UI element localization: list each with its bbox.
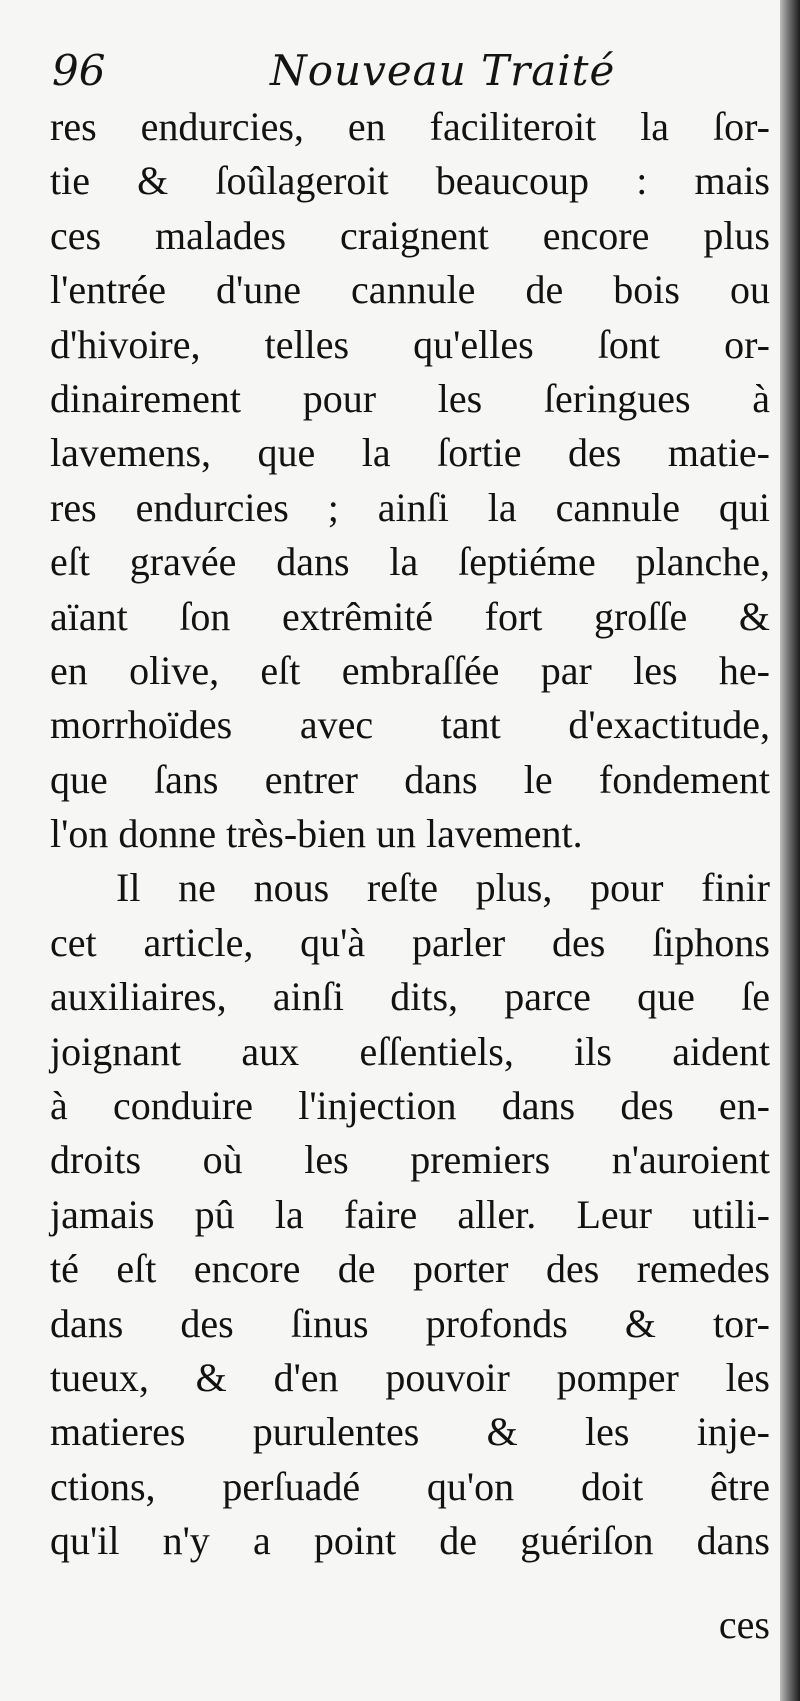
text-line: matieres purulentes & les inje- [50,1409,770,1455]
text-line: Il ne nous reſte plus, pour finir [116,865,770,911]
text-line: à conduire l'injection dans des en- [50,1083,770,1129]
page-header [0,40,780,100]
book-binding-edge [780,0,800,1701]
text-line: l'on donne très-bien un lavement. [50,811,583,857]
text-line: l'entrée d'une cannule de bois ou [50,267,770,313]
text-line: qu'il n'y a point de guériſon dans [50,1518,770,1564]
text-line: res endurcies ; ainſi la cannule qui [50,484,770,530]
text-line: jamais pû la faire aller. Leur utili- [50,1191,770,1237]
text-line: res endurcies, en faciliteroit la ſor- [50,104,770,149]
text-line: aïant ſon extrêmité fort groſſe & [50,593,770,639]
body-text [50,100,770,1569]
text-line: auxiliaires, ainſi dits, parce que ſe [50,974,770,1020]
text-line: ces malades craignent encore plus [50,212,770,258]
text-line: morrhoïdes avec tant d'exactitude, [50,702,770,748]
text-line: cet article, qu'à parler des ſiphons [50,919,770,965]
text-line: té eſt encore de porter des remedes [50,1246,770,1292]
text-line: lavemens, que la ſortie des matie- [50,430,770,476]
running-title: Nouveau Traité [270,46,616,95]
page-number: 96 [52,46,106,95]
text-line: tueux, & d'en pouvoir pomper les [50,1354,770,1400]
text-line: droits où les premiers n'auroient [50,1137,770,1183]
catchword-row [50,1598,770,1652]
text-line: tie & ſoûlageroit beaucoup : mais [50,158,770,204]
text-line: que ſans entrer dans le fondement [50,756,770,802]
text-line: en olive, eſt embraſſée par les he- [50,647,770,693]
text-line: dinairement pour les ſeringues à [50,375,770,421]
text-line: d'hivoire, telles qu'elles ſont or- [50,321,770,367]
text-line: dans des ſinus profonds & tor- [50,1300,770,1346]
text-line: eſt gravée dans la ſeptiéme planche, [50,539,770,585]
text-line: ctions, perſuadé qu'on doit être [50,1463,770,1509]
catchword: ces [718,1602,770,1647]
text-line: joignant aux eſſentiels, ils aident [50,1028,770,1074]
